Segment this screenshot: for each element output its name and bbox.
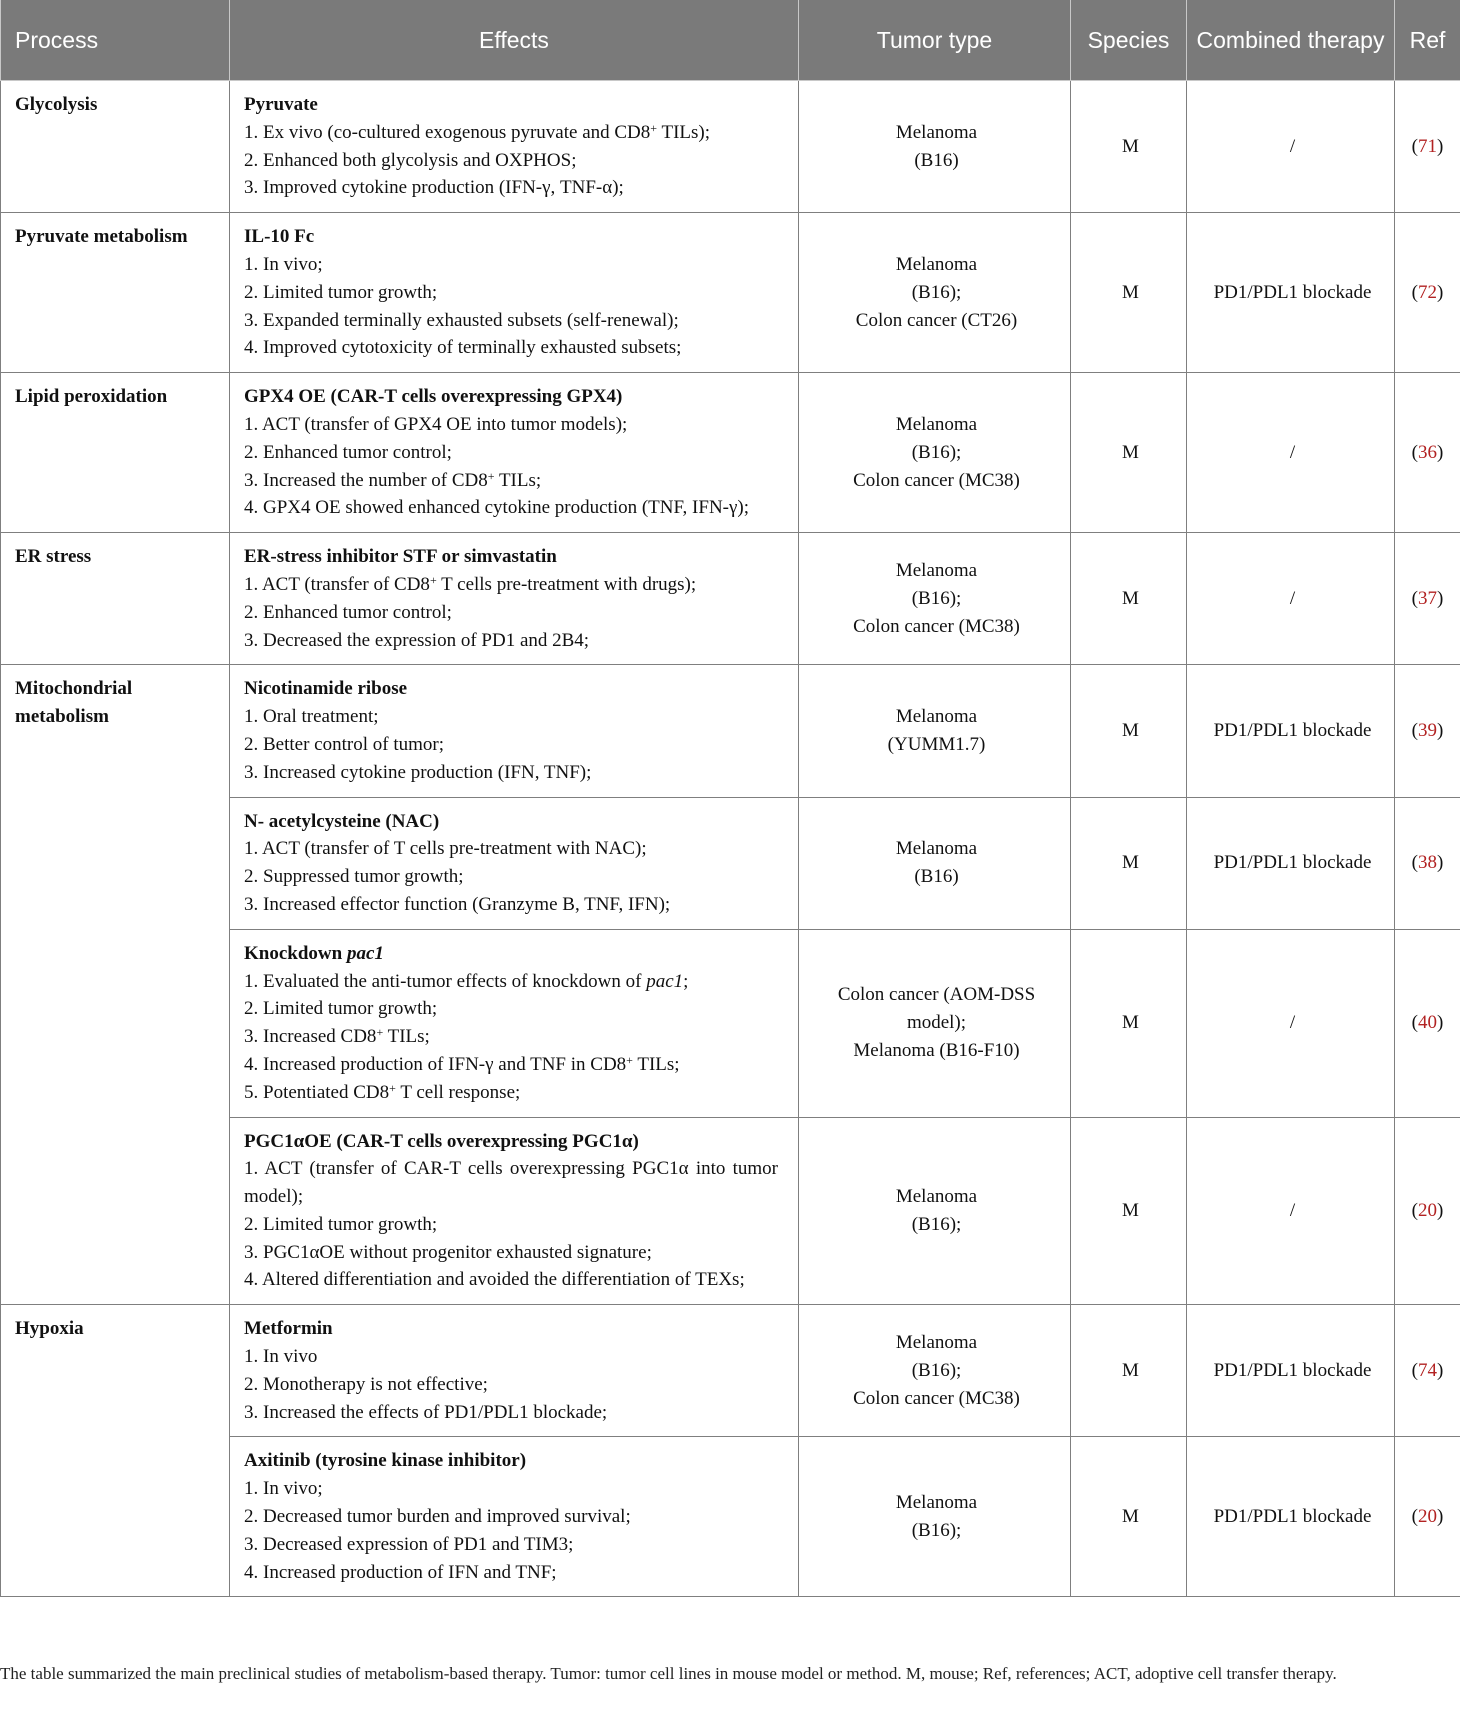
cell-combined-therapy: / <box>1187 373 1395 533</box>
cell-process: Mitochondrial metabolism <box>1 665 230 1305</box>
cell-effects <box>230 373 799 533</box>
table-row <box>1 373 1460 533</box>
table-header <box>1 0 1460 81</box>
tumor-type-line: Melanoma <box>895 838 978 860</box>
effects-item: 4. GPX4 OE showed enhanced cytokine production (TNF, IFN-γ); <box>244 497 750 519</box>
cell-species: M <box>1071 1305 1187 1437</box>
effects-item: 4. Improved cytotoxicity of terminally exhausted subsets; <box>244 337 682 359</box>
tumor-type-line: (B16) <box>914 149 959 171</box>
effects-item: 1. ACT (transfer of CD8+ T cells pre-treatment with drugs); <box>244 572 697 595</box>
cell-effects <box>230 1117 799 1305</box>
cell-species: M <box>1071 665 1187 797</box>
effects-item: 1. In vivo; <box>244 253 323 275</box>
cell-tumor-type <box>799 81 1071 213</box>
header-tumor-type: Tumor type <box>799 0 1071 81</box>
tumor-type-line: (B16) <box>914 866 959 888</box>
cell-process: Lipid peroxidation <box>1 373 230 533</box>
cell-species: M <box>1071 1117 1187 1305</box>
tumor-type-line: (B16); <box>911 441 962 463</box>
effects-item: 3. Increased effector function (Granzyme B, TNF, IFN); <box>244 893 671 915</box>
effects-agent: Nicotinamide ribose <box>244 678 408 700</box>
cell-species: M <box>1071 81 1187 213</box>
effects-item: 3. Increased the number of CD8+ TILs; <box>244 468 542 491</box>
effects-item: 2. Limited tumor growth; <box>244 1213 438 1235</box>
reference-link[interactable]: 74 <box>1418 1359 1437 1381</box>
cell-combined-therapy: PD1/PDL1 blockade <box>1187 665 1395 797</box>
cell-process: Glycolysis <box>1 81 230 213</box>
cell-tumor-type <box>799 929 1071 1117</box>
tumor-type-line: Melanoma <box>895 706 978 728</box>
effects-item: 1. In vivo <box>244 1346 318 1368</box>
tumor-type-line: (B16); <box>911 1213 962 1235</box>
tumor-type-line: model); <box>906 1012 967 1034</box>
header-process: Process <box>1 0 230 81</box>
effects-item: 1. ACT (transfer of GPX4 OE into tumor models); <box>244 413 628 435</box>
cell-tumor-type <box>799 1305 1071 1437</box>
cell-effects <box>230 929 799 1117</box>
effects-agent: Metformin <box>244 1318 333 1340</box>
cell-effects <box>230 797 799 929</box>
effects-agent: GPX4 OE (CAR-T cells overexpressing GPX4) <box>244 386 623 408</box>
cell-combined-therapy: PD1/PDL1 blockade <box>1187 213 1395 373</box>
effects-agent: Knockdown pac1 <box>244 942 384 964</box>
effects-item: 4. Altered differentiation and avoided the differentiation of TEXs; <box>244 1269 745 1291</box>
effects-item: 1. Evaluated the anti-tumor effects of knockdown of pac1; <box>244 970 689 992</box>
tumor-type-line: Colon cancer (AOM-DSS <box>837 984 1036 1006</box>
cell-ref: (39) <box>1395 665 1460 797</box>
tumor-type-line: (B16); <box>911 281 962 303</box>
effects-item: 3. PGC1αOE without progenitor exhausted signature; <box>244 1241 652 1263</box>
effects-item: 2. Decreased tumor burden and improved survival; <box>244 1506 631 1528</box>
tumor-type-line: Colon cancer (CT26) <box>855 309 1018 331</box>
effects-item: 2. Enhanced both glycolysis and OXPHOS; <box>244 149 577 171</box>
effects-item: 1. In vivo; <box>244 1478 323 1500</box>
cell-ref: (20) <box>1395 1437 1460 1597</box>
cell-tumor-type <box>799 1437 1071 1597</box>
cell-ref: (72) <box>1395 213 1460 373</box>
header-combined-therapy: Combined therapy <box>1187 0 1395 81</box>
effects-item: 2. Enhanced tumor control; <box>244 441 452 463</box>
cell-combined-therapy: PD1/PDL1 blockade <box>1187 797 1395 929</box>
effects-agent: Pyruvate <box>244 94 318 115</box>
tumor-type-line: Melanoma <box>895 253 978 275</box>
effects-item: 2. Enhanced tumor control; <box>244 601 452 623</box>
effects-item: 1. Oral treatment; <box>244 706 379 728</box>
cell-species: M <box>1071 1437 1187 1597</box>
effects-item: 1. Ex vivo (co-cultured exogenous pyruvate and CD8+ TILs); <box>244 120 711 143</box>
cell-species: M <box>1071 533 1187 665</box>
reference-link[interactable]: 71 <box>1418 135 1437 157</box>
reference-link[interactable]: 72 <box>1418 281 1437 303</box>
table-body <box>1 81 1460 1597</box>
effects-item: 3. Increased CD8+ TILs; <box>244 1025 430 1048</box>
effects-item: 2. Suppressed tumor growth; <box>244 866 464 888</box>
cell-combined-therapy: / <box>1187 929 1395 1117</box>
cell-ref: (40) <box>1395 929 1460 1117</box>
header-ref: Ref <box>1395 0 1460 81</box>
header-effects: Effects <box>230 0 799 81</box>
cell-tumor-type <box>799 665 1071 797</box>
tumor-type-line: Colon cancer (MC38) <box>853 1387 1020 1409</box>
cell-combined-therapy: / <box>1187 533 1395 665</box>
cell-tumor-type <box>799 1117 1071 1305</box>
cell-effects <box>230 533 799 665</box>
tumor-type-line: (B16); <box>911 1359 962 1381</box>
effects-agent: PGC1αOE (CAR-T cells overexpressing PGC1α) <box>244 1130 639 1152</box>
cell-ref: (36) <box>1395 373 1460 533</box>
reference-link[interactable]: 36 <box>1418 441 1437 463</box>
cell-effects <box>230 665 799 797</box>
tumor-type-line: (YUMM1.7) <box>887 733 986 755</box>
reference-link[interactable]: 38 <box>1418 852 1437 874</box>
effects-item: 1. ACT (transfer of T cells pre-treatment with NAC); <box>244 838 647 860</box>
effects-item: 2. Limited tumor growth; <box>244 281 438 303</box>
cell-combined-therapy: PD1/PDL1 blockade <box>1187 1305 1395 1437</box>
effects-item: 3. Decreased expression of PD1 and TIM3; <box>244 1533 574 1555</box>
tumor-type-line: (B16); <box>911 1519 962 1541</box>
tumor-type-line: Melanoma <box>895 121 978 143</box>
effects-item: 2. Monotherapy is not effective; <box>244 1373 488 1395</box>
cell-combined-therapy: / <box>1187 1117 1395 1305</box>
tumor-type-line: Melanoma <box>895 1492 978 1514</box>
table-footnote: The table summarized the main preclinical studies of metabolism-based therapy. Tumor: tumor cell lines in mouse model or method. M, mouse; Ref, references; ACT, adoptive cell transfer therapy. <box>0 1664 1337 1683</box>
cell-species: M <box>1071 797 1187 929</box>
header-row <box>1 0 1460 81</box>
effects-agent: Axitinib (tyrosine kinase inhibitor) <box>244 1450 527 1472</box>
header-species: Species <box>1071 0 1187 81</box>
effects-item: 5. Potentiated CD8+ T cell response; <box>244 1080 521 1103</box>
effects-agent: ER-stress inhibitor STF or simvastatin <box>244 546 557 568</box>
cell-process: ER stress <box>1 533 230 665</box>
cell-tumor-type <box>799 373 1071 533</box>
reference-link[interactable]: 39 <box>1418 720 1437 742</box>
reference-link[interactable]: 20 <box>1418 1199 1437 1221</box>
effects-item: 3. Expanded terminally exhausted subsets (self-renewal); <box>244 309 679 331</box>
cell-effects <box>230 213 799 373</box>
cell-ref: (37) <box>1395 533 1460 665</box>
effects-item: 3. Decreased the expression of PD1 and 2B4; <box>244 629 590 651</box>
table-row <box>1 1305 1460 1437</box>
cell-combined-therapy: / <box>1187 81 1395 213</box>
reference-link[interactable]: 40 <box>1418 1012 1437 1034</box>
cell-ref: (20) <box>1395 1117 1460 1305</box>
cell-tumor-type <box>799 213 1071 373</box>
effects-item: 3. Increased the effects of PD1/PDL1 blockade; <box>244 1401 608 1423</box>
cell-species: M <box>1071 373 1187 533</box>
table-row <box>1 665 1460 797</box>
effects-agent: IL-10 Fc <box>244 226 315 248</box>
effects-item: 2. Better control of tumor; <box>244 733 444 755</box>
cell-ref: (71) <box>1395 81 1460 213</box>
effects-item: 2. Limited tumor growth; <box>244 998 438 1020</box>
tumor-type-line: Melanoma <box>895 560 978 582</box>
effects-agent: N- acetylcysteine (NAC) <box>244 810 440 832</box>
table-row <box>1 213 1460 373</box>
cell-ref: (38) <box>1395 797 1460 929</box>
cell-ref: (74) <box>1395 1305 1460 1437</box>
table-row <box>1 533 1460 665</box>
cell-effects <box>230 1305 799 1437</box>
cell-tumor-type <box>799 797 1071 929</box>
tumor-type-line: Colon cancer (MC38) <box>853 469 1020 491</box>
cell-effects <box>230 81 799 213</box>
cell-combined-therapy: PD1/PDL1 blockade <box>1187 1437 1395 1597</box>
tumor-type-line: Colon cancer (MC38) <box>853 615 1020 637</box>
effects-item: 3. Improved cytokine production (IFN-γ, TNF-α); <box>244 177 624 199</box>
reference-link[interactable]: 37 <box>1418 587 1437 609</box>
tumor-type-line: Melanoma <box>895 413 978 435</box>
cell-process: Pyruvate metabolism <box>1 213 230 373</box>
tumor-type-line: (B16); <box>911 587 962 609</box>
cell-species: M <box>1071 929 1187 1117</box>
cell-tumor-type <box>799 533 1071 665</box>
cell-species: M <box>1071 213 1187 373</box>
tumor-type-line: Melanoma <box>895 1332 978 1354</box>
table-row <box>1 81 1460 213</box>
effects-item: 1. ACT (transfer of CAR-T cells overexpressing PGC1α into tumor model); <box>244 1158 778 1208</box>
effects-item: 4. Increased production of IFN and TNF; <box>244 1561 557 1583</box>
effects-item: 4. Increased production of IFN-γ and TNF in CD8+ TILs; <box>244 1052 680 1075</box>
tumor-type-line: Melanoma (B16-F10) <box>853 1040 1020 1061</box>
tumor-type-line: Melanoma <box>895 1186 978 1208</box>
effects-item: 3. Increased cytokine production (IFN, TNF); <box>244 761 592 783</box>
reference-link[interactable]: 20 <box>1418 1506 1437 1528</box>
cell-process: Hypoxia <box>1 1305 230 1597</box>
cell-effects <box>230 1437 799 1597</box>
